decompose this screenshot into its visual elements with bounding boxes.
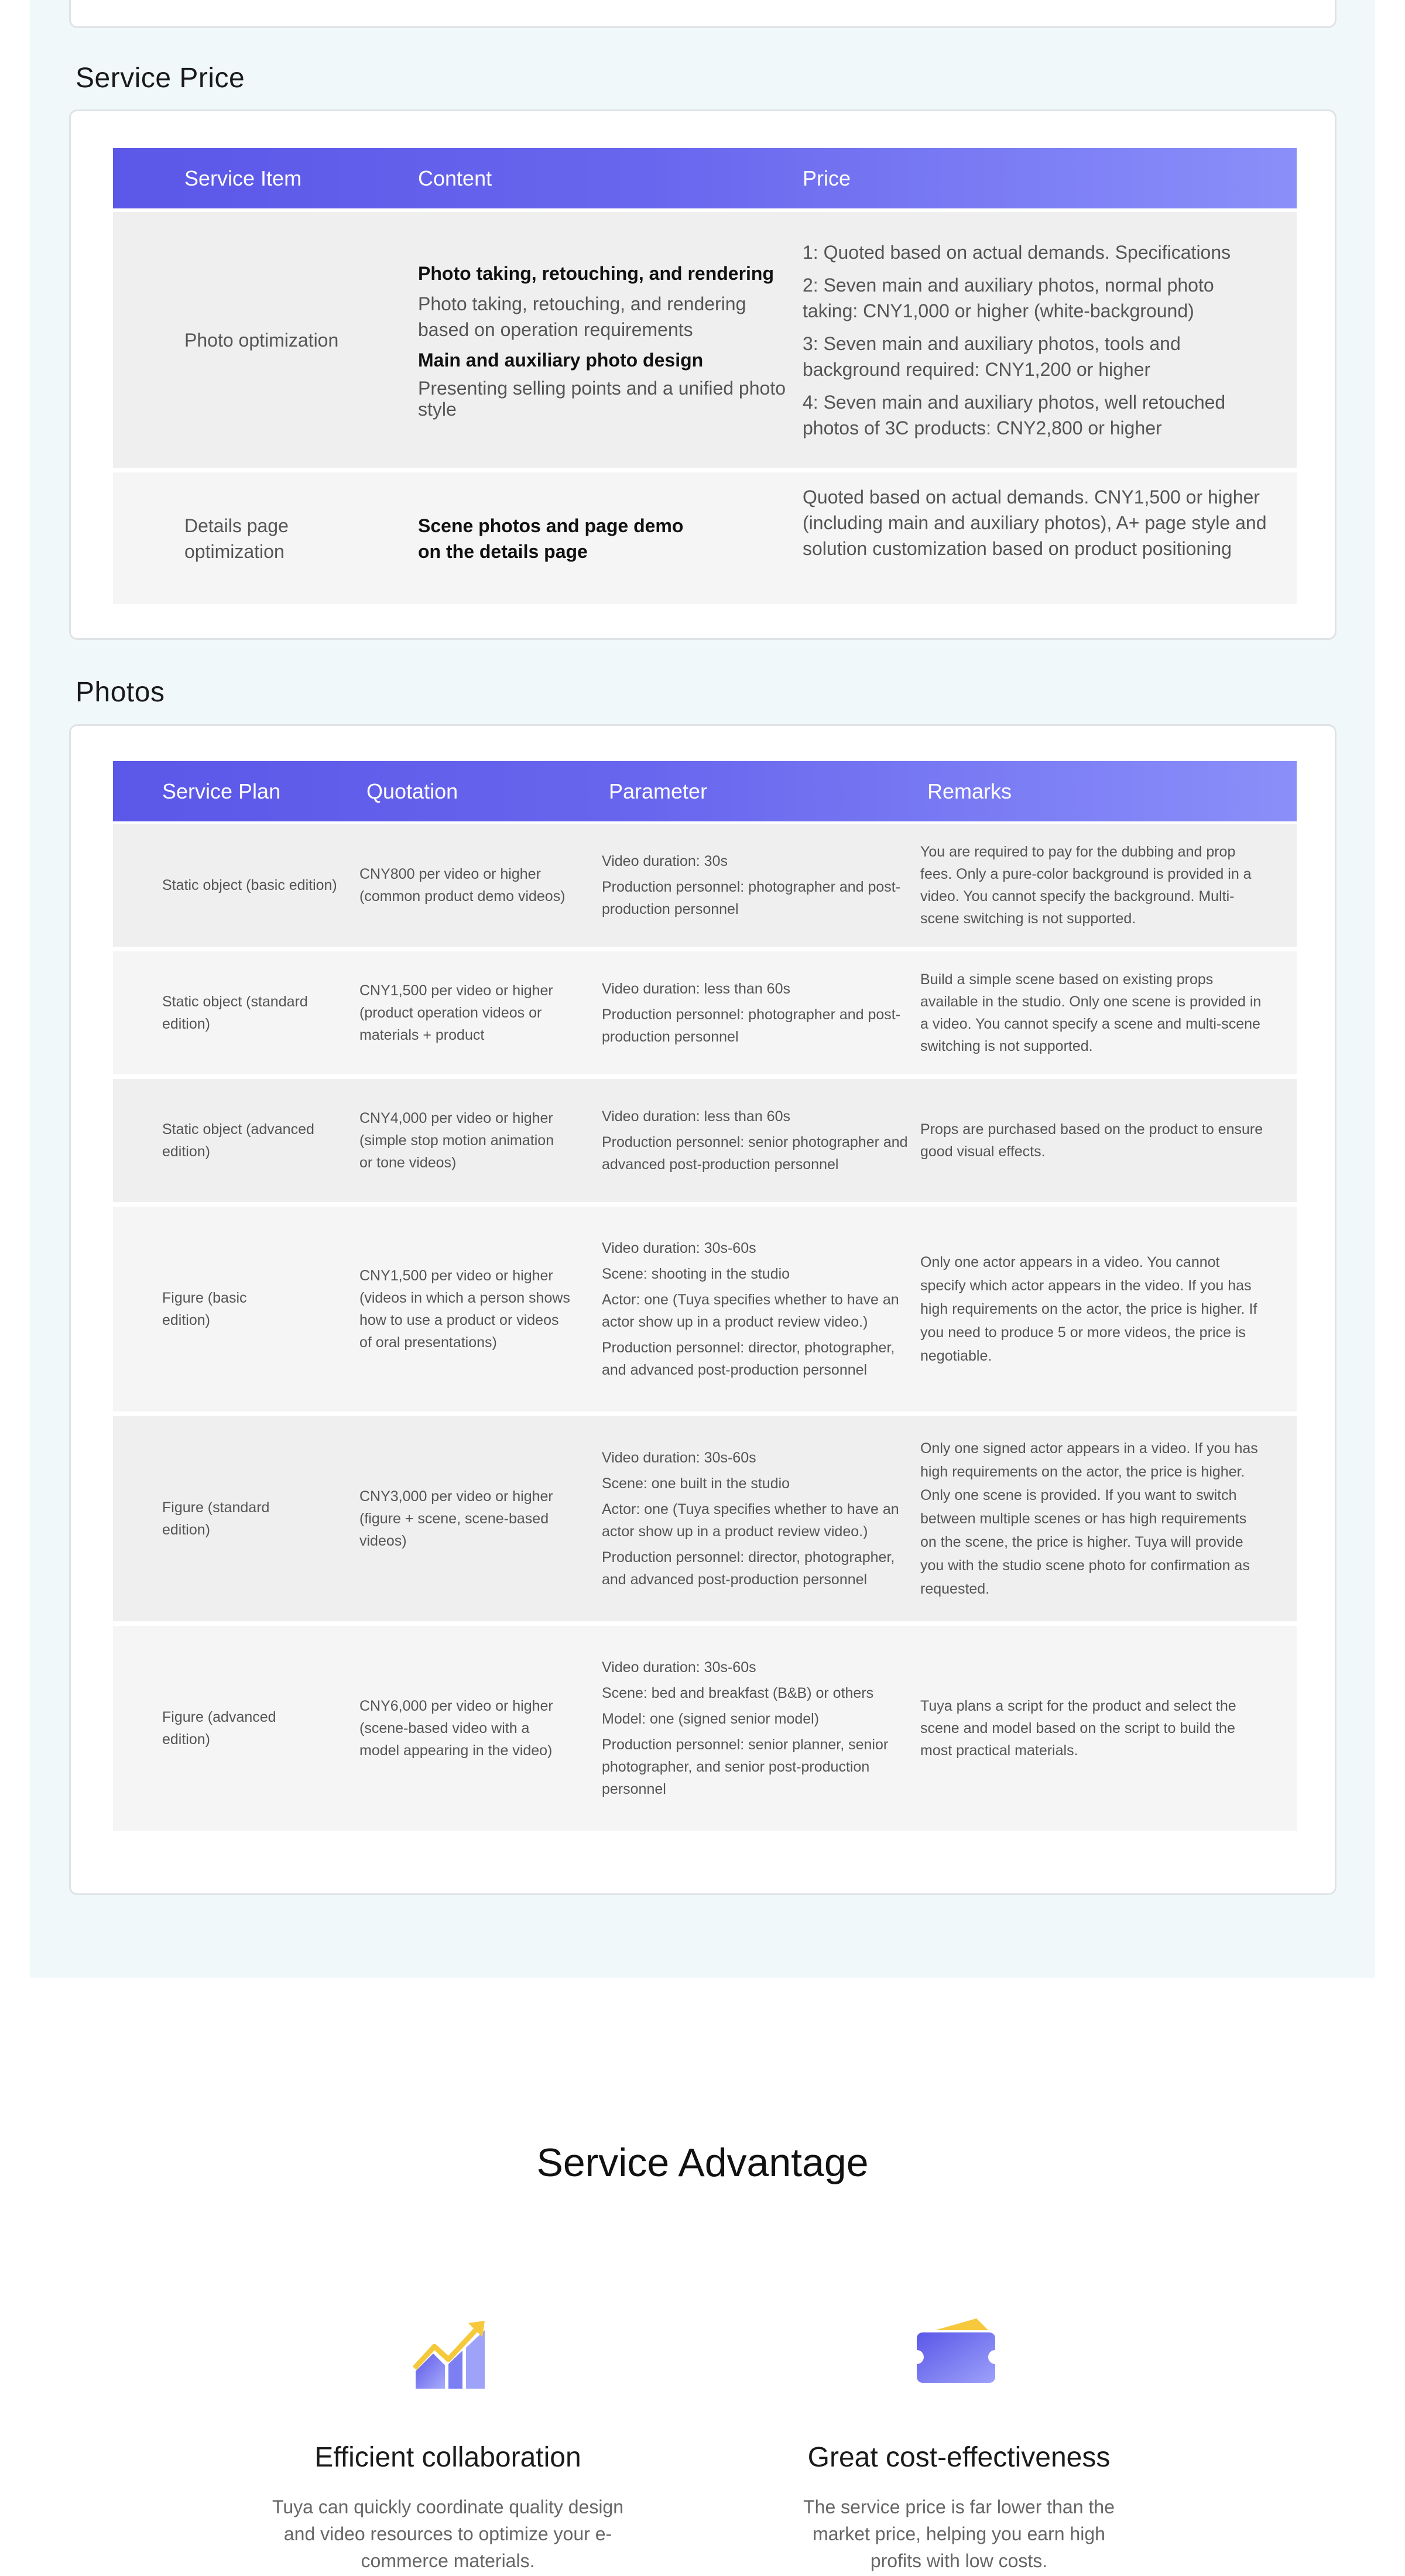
wallet-icon xyxy=(912,2313,1000,2395)
feature-title: Efficient collaboration xyxy=(314,2442,581,2473)
plan-cell: Figure (advanced edition) xyxy=(162,1709,276,1748)
photos-title: Photos xyxy=(76,677,165,708)
table-row xyxy=(113,1207,1297,1412)
photos-card xyxy=(69,724,1337,1895)
header-quotation: Quotation xyxy=(366,779,458,803)
remarks-cell: Props are purchased based on the product to ensure good visual effects. xyxy=(920,1121,1263,1160)
service-price-table-header xyxy=(113,148,1297,208)
parameter-cell: Video duration: less than 60s Production personnel: senior photographer and advanced post-production personnel xyxy=(602,1108,908,1173)
table-row xyxy=(113,1416,1297,1621)
quotation-cell: CNY6,000 per video or higher (scene-based video with a model appearing in the video) xyxy=(359,1698,553,1759)
service-price-card xyxy=(69,109,1337,640)
service-item-cell: Details page optimization xyxy=(184,515,289,562)
table-row xyxy=(113,472,1297,604)
plan-cell: Static object (advanced edition) xyxy=(162,1121,314,1160)
service-advantage-title: Service Advantage xyxy=(536,2140,869,2185)
parameter-cell: Video duration: 30s-60s Scene: one built in the studio Actor: one (Tuya specifies whether to have an actor show up in a product review video.) Production personnel: director, photographer, and advanced post-production personnel xyxy=(602,1450,899,1588)
previous-section-card xyxy=(69,0,1337,28)
service-price-title: Service Price xyxy=(76,63,245,94)
price-cell: 1: Quoted based on actual demands. Specifications 2: Seven main and auxiliary photos, normal photo taking: CNY1,000 or higher (white-background) 3: Seven main and auxiliary photos, tools and background required: CNY1,200 or higher 4: Seven main and auxiliary photos, well retouched photos of 3C products: CNY2,800 or higher xyxy=(803,241,1231,439)
plan-cell: Figure (standard edition) xyxy=(162,1499,270,1538)
parameter-cell: Video duration: 30s-60s Scene: shooting in the studio Actor: one (Tuya specifies whether to have an actor show up in a product review video.) Production personnel: director, photographer, and advanced post-production personnel xyxy=(602,1240,899,1378)
quotation-cell: CNY4,000 per video or higher (simple stop motion animation or tone videos) xyxy=(359,1110,554,1171)
parameter-cell: Video duration: 30s Production personnel: photographer and post-production personnel xyxy=(602,853,901,917)
remarks-cell: Only one signed actor appears in a video. If you has high requirements on the actor, the price is higher. Only one scene is provided. If you want to switch between multiple scenes or has high requirements on the scene, the price is higher. Tuya will provide you with the studio scene photo for confirmation as requested. xyxy=(920,1440,1258,1597)
remarks-cell: Build a simple scene based on existing props available in the studio. Only one scene is provided in a video. You cannot specify a scene and multi-scene switching is not supported. xyxy=(920,971,1262,1054)
quotation-cell: CNY3,000 per video or higher (figure + scene, scene-based videos) xyxy=(359,1488,553,1549)
quotation-cell: CNY800 per video or higher (common product demo videos) xyxy=(359,866,566,905)
chart-growth-icon xyxy=(410,2318,492,2395)
feature-title: Great cost-effectiveness xyxy=(807,2442,1111,2473)
feature-description: The service price is far lower than the market price, helping you earn high profits with low costs. xyxy=(803,2496,1115,2571)
price-cell: Quoted based on actual demands. CNY1,500 or higher (including main and auxiliary photos), A+ page style and solution customization based on product positioning xyxy=(803,487,1267,559)
content-cell: Photo taking, retouching, and rendering Photo taking, retouching, and rendering based on operation requirements Main and auxiliary photo design Presenting selling points and a unified photo style xyxy=(418,262,786,420)
remarks-cell: Tuya plans a script for the product and select the scene and model based on the script to build the most practical materials. xyxy=(920,1698,1236,1759)
parameter-cell: Video duration: 30s-60s Scene: bed and breakfast (B&B) or others Model: one (signed senior model) Production personnel: senior planner, senior photographer, and senior post-production personnel xyxy=(602,1659,889,1797)
plan-cell: Static object (basic edition) xyxy=(162,877,337,893)
feature-cost-effectiveness xyxy=(777,2441,1140,2574)
service-item-cell: Photo optimization xyxy=(184,329,339,351)
plan-cell: Static object (standard edition) xyxy=(162,994,308,1032)
content-cell: Scene photos and page demo on the details page xyxy=(418,515,684,562)
remarks-cell: Only one actor appears in a video. You cannot specify which actor appears in the video. If you has high requirements on the actor, the price is higher. If you need to produce 5 or more videos, the price is negotiable. xyxy=(920,1254,1257,1364)
parameter-cell: Video duration: less than 60s Production personnel: photographer and post-production personnel xyxy=(602,981,901,1045)
quotation-cell: CNY1,500 per video or higher (product operation videos or materials + product xyxy=(359,982,553,1043)
header-parameter: Parameter xyxy=(609,779,708,803)
quotation-cell: CNY1,500 per video or higher (videos in which a person shows how to use a product or videos of oral presentations) xyxy=(359,1268,570,1351)
table-row xyxy=(113,1079,1297,1202)
header-service-plan: Service Plan xyxy=(162,779,281,803)
feature-description: Tuya can quickly coordinate quality design and video resources to optimize your e-commerce materials. xyxy=(272,2496,624,2571)
photos-table-header xyxy=(113,761,1297,821)
plan-cell: Figure (basic edition) xyxy=(162,1290,247,1328)
header-price: Price xyxy=(803,166,851,190)
feature-efficient-collaboration xyxy=(266,2441,629,2574)
remarks-cell: You are required to pay for the dubbing and prop fees. Only a pure-color background is provided in a video. You cannot specify the background. Multi-scene switching is not supported. xyxy=(920,844,1252,927)
header-content: Content xyxy=(418,166,492,190)
table-row xyxy=(113,1626,1297,1831)
table-row xyxy=(113,824,1297,947)
header-service-item: Service Item xyxy=(184,166,302,190)
table-row xyxy=(113,212,1297,468)
header-remarks: Remarks xyxy=(927,779,1012,803)
table-row xyxy=(113,951,1297,1074)
